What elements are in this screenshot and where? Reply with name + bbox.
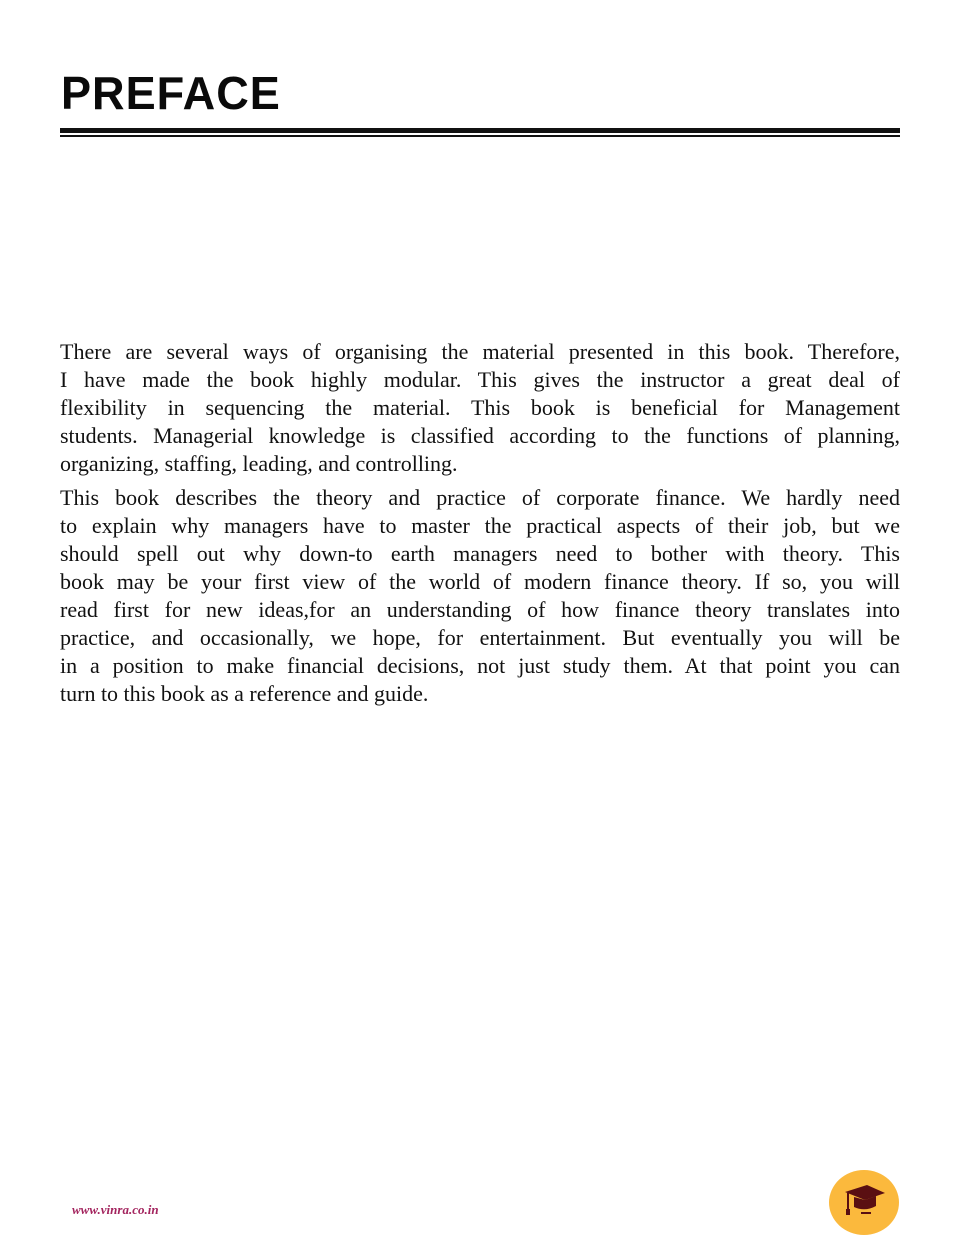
paragraph	[60, 338, 900, 478]
text-line: to explain why managers have to master the practical aspects of their job, but we	[60, 513, 900, 538]
text-line: should spell out why down-to earth managers need to bother with theory. This	[60, 541, 900, 566]
text-line: in a position to make financial decisions, not just study them. At that point you can	[60, 653, 900, 678]
graduation-cap-icon	[841, 1182, 887, 1222]
text-line: This book describes the theory and practice of corporate finance. We hardly need	[60, 485, 900, 510]
text-line: turn to this book as a reference and guide.	[60, 681, 429, 706]
text-line: read first for new ideas,for an understanding of how finance theory translates into	[60, 597, 900, 622]
text-line: book may be your first view of the world of modern finance theory. If so, you will	[60, 569, 900, 594]
text-line: organizing, staffing, leading, and controlling.	[60, 451, 458, 476]
text-line: practice, and occasionally, we hope, for entertainment. But eventually you will be	[60, 625, 900, 650]
preface-body	[60, 338, 900, 714]
text-line: I have made the book highly modular. This gives the instructor a great deal of	[60, 367, 900, 392]
text-line: There are several ways of organising the material presented in this book. Therefore,	[60, 339, 900, 364]
publisher-logo	[829, 1170, 899, 1235]
page-title: PREFACE	[61, 67, 281, 119]
text-line: students. Managerial knowledge is classified according to the functions of planning,	[60, 423, 900, 448]
website-link[interactable]: www.vinra.co.in	[72, 1202, 159, 1217]
title-divider-thin	[60, 135, 900, 137]
title-divider-thick	[60, 128, 900, 133]
text-line: flexibility in sequencing the material. This book is beneficial for Management	[60, 395, 900, 420]
paragraph	[60, 484, 900, 708]
